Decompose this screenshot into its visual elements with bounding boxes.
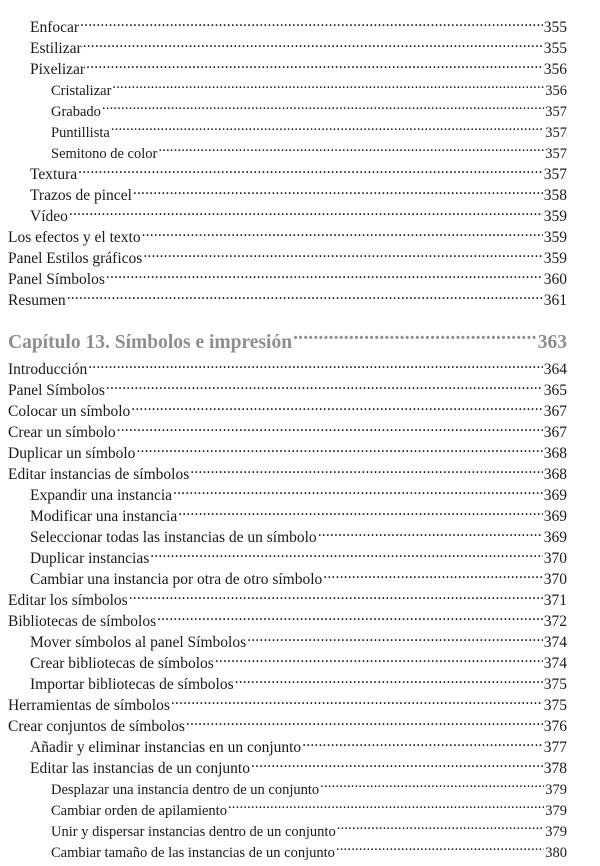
toc-entry-title: Crear conjuntos de símbolos xyxy=(8,718,185,735)
toc-entry-title: Unir y dispersar instancias dentro de un conjunto xyxy=(51,824,336,840)
toc-entry xyxy=(0,437,600,462)
dot-leader xyxy=(173,479,543,500)
toc-entry-page-number: 378 xyxy=(543,760,567,777)
toc-entry-page-number: 372 xyxy=(543,613,567,630)
toc-entry-page-number: 369 xyxy=(543,529,567,546)
toc-entry-page-number: 356 xyxy=(545,83,567,99)
toc-entry xyxy=(0,416,600,441)
toc-entry-title: Panel Símbolos xyxy=(8,271,105,288)
toc-entry xyxy=(0,137,600,162)
dot-leader xyxy=(106,263,543,284)
dot-leader xyxy=(131,395,542,416)
toc-entry-page-number: 364 xyxy=(543,361,567,378)
toc-entry xyxy=(0,710,600,735)
toc-entry xyxy=(0,773,600,798)
toc-entry xyxy=(0,458,600,483)
toc-entry-title: Duplicar instancias xyxy=(30,550,150,567)
toc-entry-title: Textura xyxy=(30,166,78,183)
toc-entry-title: Editar instancias de símbolos xyxy=(8,466,190,483)
toc-entry-title: Modificar una instancia xyxy=(30,508,178,525)
dot-leader xyxy=(86,53,543,74)
dot-leader xyxy=(323,563,542,584)
dot-leader xyxy=(117,416,543,437)
toc-entry xyxy=(0,284,600,309)
toc-entry-title: Enfocar xyxy=(30,19,80,36)
dot-leader xyxy=(251,752,543,773)
toc-entry-page-number: 355 xyxy=(543,19,567,36)
toc-entry xyxy=(0,605,600,630)
toc-entry xyxy=(0,395,600,420)
toc-entry-page-number: 360 xyxy=(543,271,567,288)
toc-entry-page-number: 365 xyxy=(543,382,567,399)
dot-leader xyxy=(129,584,543,605)
dot-leader xyxy=(88,353,543,374)
toc-section-previous-chapter xyxy=(0,11,600,309)
toc-entry xyxy=(0,74,600,99)
dot-leader xyxy=(67,284,543,305)
toc-entry-title: Crear un símbolo xyxy=(8,424,116,441)
toc-entry xyxy=(0,263,600,288)
dot-leader xyxy=(142,221,543,242)
toc-entry-title: Estilizar xyxy=(30,40,82,57)
chapter-title: Capítulo 13. Símbolos e impresión xyxy=(8,332,293,353)
dot-leader xyxy=(111,116,544,137)
dot-leader xyxy=(158,137,544,158)
toc-entry-page-number: 369 xyxy=(543,508,567,525)
dot-leader xyxy=(178,500,543,521)
dot-leader xyxy=(320,773,544,794)
toc-entry-page-number: 355 xyxy=(543,40,567,57)
toc-entry xyxy=(0,53,600,78)
toc-entry xyxy=(0,32,600,57)
toc-entry xyxy=(0,584,600,609)
toc-entry-title: Resumen xyxy=(8,292,66,309)
toc-entry-title: Trazos de pincel xyxy=(30,187,132,204)
toc-entry-title: Desplazar una instancia dentro de un conjunto xyxy=(51,782,320,798)
toc-entry-title: Expandir una instancia xyxy=(30,487,173,504)
toc-entry-title: Duplicar un símbolo xyxy=(8,445,136,462)
dot-leader xyxy=(215,647,543,668)
toc-entry-page-number: 357 xyxy=(545,104,567,120)
toc-entry-page-number: 379 xyxy=(545,782,567,798)
toc-entry-title: Editar los símbolos xyxy=(8,592,128,609)
toc-entry xyxy=(0,668,600,693)
toc-entry xyxy=(0,116,600,141)
toc-entry xyxy=(0,221,600,246)
toc-entry-title: Editar las instancias de un conjunto xyxy=(30,760,250,777)
dot-leader xyxy=(318,521,543,542)
dot-leader xyxy=(143,242,542,263)
dot-leader xyxy=(336,836,544,857)
toc-entry-title: Introducción xyxy=(8,361,88,378)
toc-entry-page-number: 370 xyxy=(543,550,567,567)
toc-entry xyxy=(0,158,600,183)
toc-entry-page-number: 369 xyxy=(543,487,567,504)
toc-entry-title: Cambiar una instancia por otra de otro símbolo xyxy=(30,571,323,588)
toc-section-chapter-13 xyxy=(0,353,600,861)
toc-entry-page-number: 376 xyxy=(543,718,567,735)
toc-entry-page-number: 367 xyxy=(543,424,567,441)
dot-leader xyxy=(247,626,543,647)
toc-entry-page-number: 375 xyxy=(543,676,567,693)
toc-entry-title: Panel Símbolos xyxy=(8,382,105,399)
dot-leader xyxy=(186,710,543,731)
dot-leader xyxy=(80,11,543,32)
toc-entry-page-number: 368 xyxy=(543,466,567,483)
toc-entry xyxy=(0,731,600,756)
toc-entry-title: Panel Estilos gráficos xyxy=(8,250,143,267)
toc-entry-page-number: 357 xyxy=(545,125,567,141)
toc-entry xyxy=(0,626,600,651)
dot-leader xyxy=(78,158,543,179)
toc-entry xyxy=(0,374,600,399)
chapter-heading xyxy=(8,320,567,353)
toc-entry xyxy=(0,815,600,840)
toc-entry-title: Crear bibliotecas de símbolos xyxy=(30,655,214,672)
toc-entry-title: Pixelizar xyxy=(30,61,86,78)
toc-entry xyxy=(0,752,600,777)
toc-entry xyxy=(0,647,600,672)
toc-entry-page-number: 371 xyxy=(543,592,567,609)
dot-leader xyxy=(106,374,543,395)
toc-entry-title: Los efectos y el texto xyxy=(8,229,141,246)
toc-entry xyxy=(0,836,600,861)
toc-entry-title: Importar bibliotecas de símbolos xyxy=(30,676,234,693)
toc-entry xyxy=(0,200,600,225)
toc-entry-page-number: 374 xyxy=(543,634,567,651)
dot-leader xyxy=(171,689,543,710)
toc-entry xyxy=(0,794,600,819)
dot-leader xyxy=(235,668,543,689)
dot-leader xyxy=(102,95,544,116)
toc-entry-title: Cristalizar xyxy=(51,83,112,99)
toc-entry xyxy=(0,353,600,378)
dot-leader xyxy=(337,815,545,836)
toc-entry-page-number: 379 xyxy=(545,824,567,840)
toc-entry-title: Añadir y eliminar instancias en un conjunto xyxy=(30,739,302,756)
toc-entry-page-number: 359 xyxy=(543,229,567,246)
toc-entry xyxy=(0,11,600,36)
toc-entry-title: Cambiar tamaño de las instancias de un conjunto xyxy=(51,845,335,861)
toc-entry xyxy=(0,95,600,120)
toc-entry-page-number: 356 xyxy=(543,61,567,78)
toc-entry-title: Mover símbolos al panel Símbolos xyxy=(30,634,247,651)
toc-entry-page-number: 367 xyxy=(543,403,567,420)
dot-leader xyxy=(136,437,542,458)
toc-entry-page-number: 380 xyxy=(545,845,567,861)
toc-entry-title: Seleccionar todas las instancias de un símbolo xyxy=(30,529,317,546)
toc-entry-title: Cambiar orden de apilamiento xyxy=(51,803,227,819)
dot-leader xyxy=(150,542,543,563)
dot-leader xyxy=(112,74,544,95)
toc-entry-page-number: 375 xyxy=(543,697,567,714)
toc-entry-title: Vídeo xyxy=(30,208,68,225)
toc-entry xyxy=(0,689,600,714)
toc-entry-page-number: 379 xyxy=(545,803,567,819)
toc-entry-page-number: 377 xyxy=(543,739,567,756)
toc-entry-title: Grabado xyxy=(51,104,101,120)
dot-leader xyxy=(190,458,543,479)
toc-entry-title: Bibliotecas de símbolos xyxy=(8,613,157,630)
toc-entry xyxy=(0,500,600,525)
toc-entry xyxy=(0,179,600,204)
dot-leader xyxy=(83,32,543,53)
toc-entry-page-number: 359 xyxy=(543,250,567,267)
dot-leader xyxy=(133,179,543,200)
chapter-page-number: 363 xyxy=(537,332,567,353)
toc-entry-page-number: 359 xyxy=(543,208,567,225)
toc-entry xyxy=(0,521,600,546)
dot-leader xyxy=(302,731,543,752)
toc-entry-title: Colocar un símbolo xyxy=(8,403,131,420)
dot-leader xyxy=(69,200,543,221)
toc-entry-title: Semitono de color xyxy=(51,146,158,162)
toc-entry-page-number: 357 xyxy=(543,166,567,183)
dot-leader xyxy=(228,794,544,815)
dot-leader xyxy=(157,605,543,626)
toc-entry-page-number: 361 xyxy=(543,292,567,309)
toc-entry-page-number: 374 xyxy=(543,655,567,672)
toc-entry-title: Herramientas de símbolos xyxy=(8,697,170,714)
toc-entry-title: Puntillista xyxy=(51,125,110,141)
toc-entry xyxy=(0,479,600,504)
toc-entry-page-number: 357 xyxy=(545,146,567,162)
toc-entry-page-number: 370 xyxy=(543,571,567,588)
dot-leader xyxy=(293,320,537,348)
toc-entry-page-number: 358 xyxy=(543,187,567,204)
toc-entry-page-number: 368 xyxy=(543,445,567,462)
toc-entry xyxy=(0,242,600,267)
toc-entry xyxy=(0,563,600,588)
toc-entry xyxy=(0,542,600,567)
